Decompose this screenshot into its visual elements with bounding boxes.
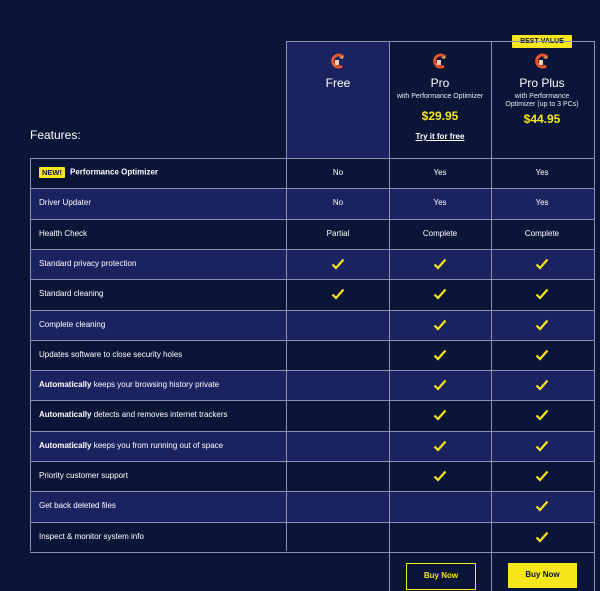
feature-label-text: Priority customer support <box>39 471 128 480</box>
plan-header-pro <box>389 53 491 141</box>
feature-value: Yes <box>535 198 549 208</box>
checkmark-icon <box>535 500 549 512</box>
new-badge: NEW! <box>39 167 65 178</box>
feature-label <box>39 380 219 389</box>
feature-value: Partial <box>326 228 350 238</box>
row-band <box>31 310 594 340</box>
plan-price-pro-plus: $44.95 <box>523 112 561 127</box>
try-it-for-free-link[interactable]: Try it for free <box>415 132 465 142</box>
feature-label-text: Health Check <box>39 228 88 238</box>
feature-value: Yes <box>433 168 447 177</box>
checkmark-icon <box>535 258 549 270</box>
feature-label-bold: Automatically <box>39 440 92 450</box>
feature-label-bold: Performance Optimizer <box>70 167 159 177</box>
feature-label-text: keeps your browsing history private <box>91 380 220 390</box>
checkmark-icon <box>433 440 447 452</box>
feature-value: No <box>332 198 344 208</box>
ccleaner-logo-icon <box>534 53 550 69</box>
feature-label-text: Standard privacy protection <box>39 258 137 268</box>
checkmark-icon <box>535 319 549 331</box>
checkmark-icon <box>535 379 549 391</box>
checkmark-icon <box>331 288 345 300</box>
ccleaner-logo-icon <box>330 53 346 69</box>
buy-now-button-pro-plus[interactable]: Buy Now <box>508 563 577 588</box>
ccleaner-logo-icon <box>432 53 448 69</box>
plan-subtitle-pro: with Performance Optimizer <box>396 93 484 100</box>
plan-name-pro-plus: Pro Plus <box>519 76 565 90</box>
features-title: Features: <box>30 128 81 142</box>
feature-label <box>39 471 128 480</box>
feature-label-text: detects and removes internet trackers <box>91 410 228 420</box>
feature-value: Complete <box>524 228 560 238</box>
feature-label-text: Complete cleaning <box>39 319 106 329</box>
feature-label <box>39 289 104 298</box>
feature-value: No <box>332 168 344 177</box>
feature-label <box>39 259 136 268</box>
checkmark-icon <box>535 288 549 300</box>
feature-label <box>39 501 116 510</box>
feature-label <box>39 410 228 419</box>
checkmark-icon <box>433 349 447 361</box>
feature-value: Complete <box>422 228 458 238</box>
checkmark-icon <box>535 349 549 361</box>
feature-label <box>39 532 144 541</box>
plan-header-pro-plus <box>491 53 593 126</box>
feature-label-bold: Automatically <box>39 410 92 420</box>
plan-price-pro: $29.95 <box>421 109 459 124</box>
feature-label-bold: Automatically <box>39 380 92 390</box>
checkmark-icon <box>433 379 447 391</box>
feature-label <box>39 350 182 359</box>
checkmark-icon <box>433 288 447 300</box>
checkmark-icon <box>535 440 549 452</box>
feature-label-text: Get back deleted files <box>39 501 116 511</box>
checkmark-icon <box>433 409 447 421</box>
plan-name-free: Free <box>325 76 351 90</box>
feature-label-text: Standard cleaning <box>39 289 104 299</box>
buy-now-button-pro[interactable]: Buy Now <box>406 563 476 590</box>
feature-label-text: Inspect & monitor system info <box>39 531 144 541</box>
feature-label <box>39 441 223 450</box>
feature-value: Yes <box>433 198 447 208</box>
checkmark-icon <box>535 470 549 482</box>
plan-subtitle-pro-plus: with Performance Optimizer (up to 3 PCs) <box>505 93 579 109</box>
checkmark-icon <box>331 258 345 270</box>
checkmark-icon <box>535 409 549 421</box>
plan-header-free <box>287 53 389 90</box>
feature-label <box>39 229 87 238</box>
checkmark-icon <box>433 319 447 331</box>
checkmark-icon <box>433 258 447 270</box>
feature-value: Yes <box>535 168 549 177</box>
plan-name-pro: Pro <box>430 76 450 90</box>
feature-label-text: keeps you from running out of space <box>91 440 224 450</box>
checkmark-icon <box>535 531 549 543</box>
feature-label <box>39 320 105 329</box>
feature-label <box>39 198 91 207</box>
feature-label-text: Driver Updater <box>39 198 92 208</box>
checkmark-icon <box>433 470 447 482</box>
feature-label-text: Updates software to close security holes <box>39 349 183 359</box>
feature-label <box>39 167 158 178</box>
